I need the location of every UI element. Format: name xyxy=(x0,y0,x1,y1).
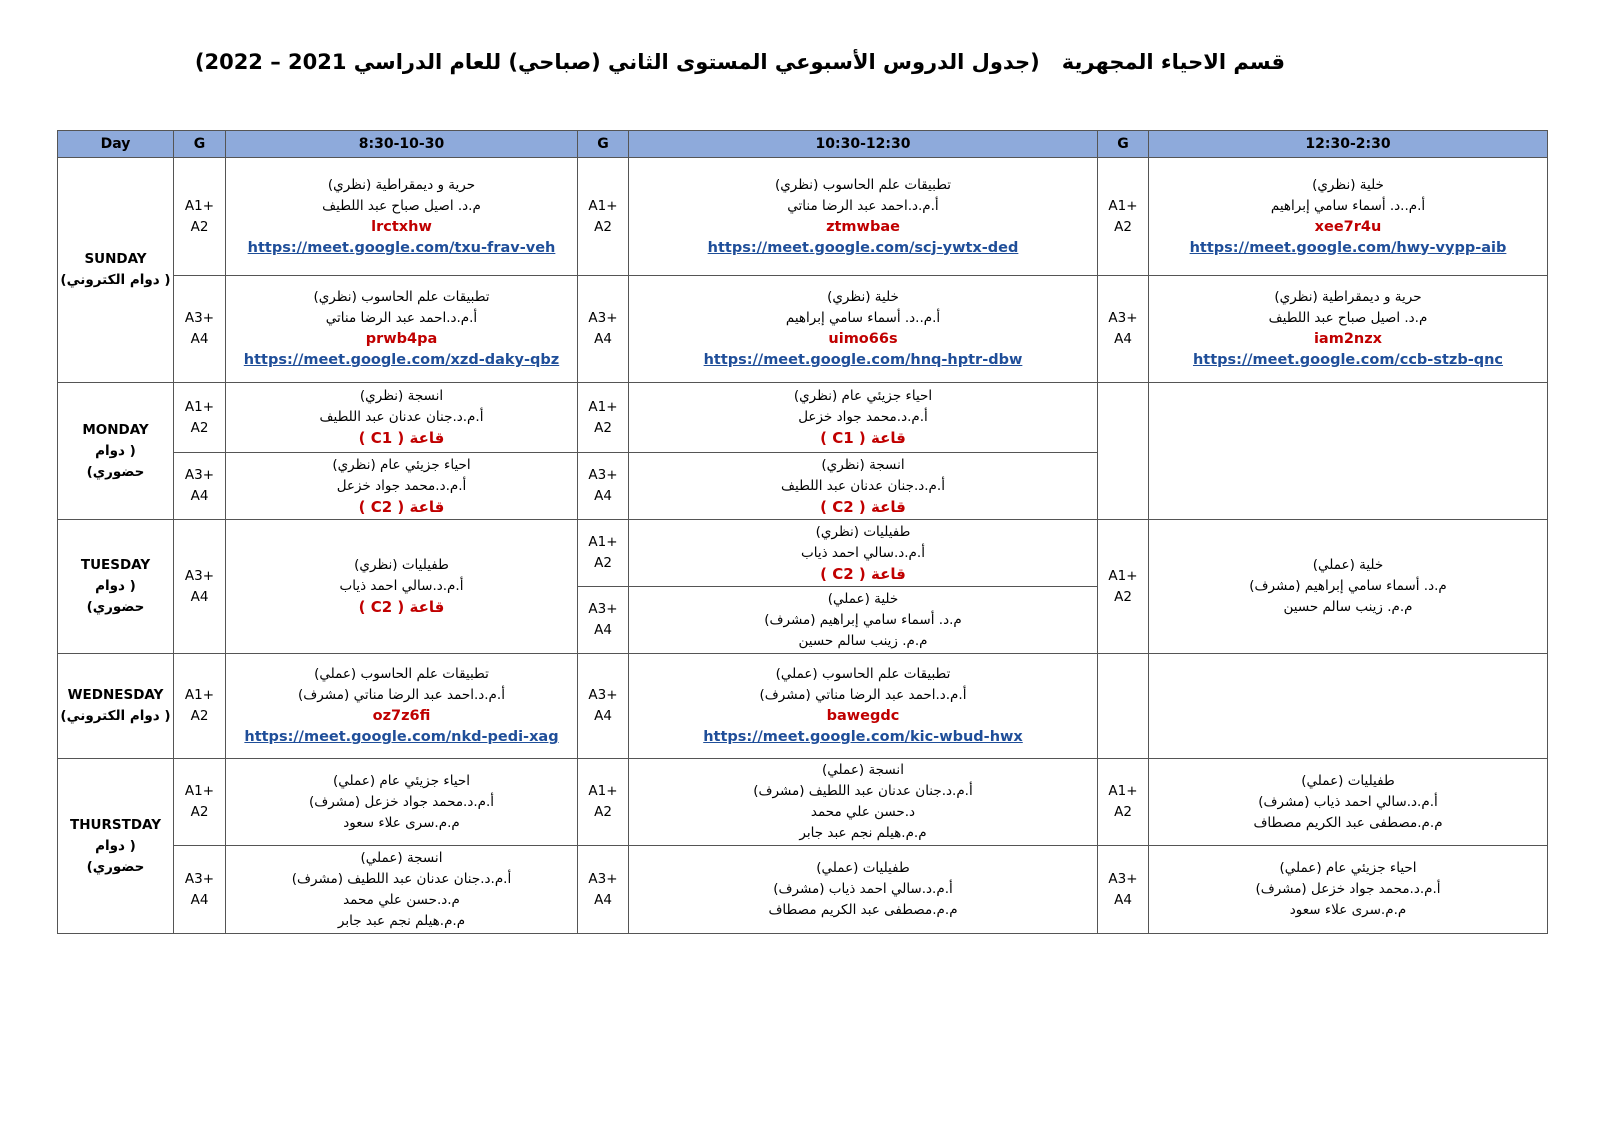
meet-link[interactable]: https://meet.google.com/kic-wbud-hwx xyxy=(703,729,1023,745)
lesson-subject: انسجة (نظري) xyxy=(359,388,444,404)
meet-link[interactable]: https://meet.google.com/hnq-hptr-dbw xyxy=(703,352,1023,368)
lesson-cell xyxy=(1149,158,1548,276)
group-cell: A3+ A4 xyxy=(174,520,226,654)
lesson-teacher: أ.م..د. أسماء سامي إبراهيم xyxy=(1270,197,1426,214)
meet-link[interactable]: https://meet.google.com/hwy-vypp-aib xyxy=(1189,239,1507,256)
lesson-teacher: أ.م.د.محمد جواد خزعل (مشرف) xyxy=(308,793,495,810)
lesson-teacher: أ.م.د.جنان عدنان عبد اللطيف (مشرف) xyxy=(753,783,973,799)
lesson-teacher: أ.م.د.جنان عدنان عبد اللطيف xyxy=(781,477,945,494)
lesson-teacher: أ.م.د.جنان عدنان عبد اللطيف (مشرف) xyxy=(291,870,512,887)
lesson-cell xyxy=(629,654,1098,759)
lesson-teacher: د.حسن علي محمد xyxy=(810,804,916,820)
lesson-cell xyxy=(226,759,578,846)
meeting-code: lrctxhw xyxy=(371,218,432,235)
table-row xyxy=(58,520,1548,587)
meet-link[interactable]: https://meet.google.com/scj-ywtx-ded xyxy=(707,239,1019,256)
lesson-teacher: أ.م.د.سالي احمد ذياب (مشرف) xyxy=(1258,793,1438,810)
day-label: THURSTDAY xyxy=(70,816,161,833)
lesson-cell xyxy=(1149,276,1548,383)
meet-link[interactable]: https://meet.google.com/xzd-daky-qbz xyxy=(243,352,560,368)
lesson-subject: خلية (نظري) xyxy=(1312,176,1384,193)
lesson-teacher: أ.م.د.احمد عبد الرضا مناتي xyxy=(787,197,939,214)
lesson-teacher: م.د.حسن علي محمد xyxy=(343,891,460,908)
day-wednesday xyxy=(58,654,174,759)
lesson-subject: احياء جزيئي عام (عملي) xyxy=(332,772,471,789)
lesson-cell xyxy=(1149,846,1548,934)
table-row xyxy=(58,276,1548,383)
lesson-teacher: م.م. زينب سالم حسين xyxy=(798,632,928,649)
day-mode: حضوري) xyxy=(86,858,145,875)
group-cell: A1+ A2 xyxy=(578,759,629,846)
lesson-teacher: م.م.مصطفى عبد الكريم مصطاف xyxy=(1253,814,1443,831)
group-cell: A1+ A2 xyxy=(1098,759,1149,846)
lesson-teacher: م.د. اصيل صباح عبد اللطيف xyxy=(1268,310,1428,326)
table-row xyxy=(58,383,1548,453)
lesson-cell xyxy=(629,383,1098,453)
meeting-code: xee7r4u xyxy=(1314,218,1382,235)
lesson-cell xyxy=(1149,520,1548,654)
day-mode: ( دوام الكتروني) xyxy=(60,708,171,724)
lesson-teacher: م.د. اصيل صباح عبد اللطيف xyxy=(322,197,481,214)
lesson-cell xyxy=(629,520,1098,587)
lesson-teacher: م.م.سرى علاء سعود xyxy=(343,814,460,831)
lesson-subject: طفيليات (عملي) xyxy=(1301,772,1395,789)
group-cell: A3+ A4 xyxy=(578,276,629,383)
meeting-code: bawegdc xyxy=(826,708,900,724)
group-cell: A3+ A4 xyxy=(174,846,226,934)
lesson-subject: انسجة (نظري) xyxy=(821,456,905,473)
lesson-room: قاعة ( C1 ) xyxy=(358,429,445,447)
header-day: Day xyxy=(58,131,174,158)
lesson-room: قاعة ( C2 ) xyxy=(820,497,906,516)
lesson-cell xyxy=(629,846,1098,934)
lesson-subject: طفيليات (عملي) xyxy=(816,860,910,876)
lesson-teacher: م.م.مصطفى عبد الكريم مصطاف xyxy=(768,902,958,918)
meet-link[interactable]: https://meet.google.com/txu-frav-veh xyxy=(247,239,556,256)
lesson-cell xyxy=(226,383,578,453)
group-cell: A1+ A2 xyxy=(578,520,629,587)
group-cell: A1+ A2 xyxy=(578,158,629,276)
lesson-cell-empty xyxy=(1149,654,1548,759)
lesson-subject: انسجة (عملي) xyxy=(822,762,904,778)
header-slot-3: 12:30-2:30 xyxy=(1149,131,1548,158)
schedule-table xyxy=(57,130,1548,934)
day-label: WEDNESDAY xyxy=(67,687,164,703)
lesson-subject: تطبيقات علم الحاسوب (نظري) xyxy=(313,289,490,305)
lesson-teacher: أ.م.د.سالي احمد ذياب (مشرف) xyxy=(773,881,953,897)
lesson-teacher: م.م.سرى علاء سعود xyxy=(1289,902,1407,918)
lesson-teacher: أ.م.د.احمد عبد الرضا مناتي xyxy=(325,310,478,326)
lesson-cell xyxy=(226,453,578,520)
meeting-code: prwb4pa xyxy=(365,331,438,347)
group-cell: A3+ A4 xyxy=(174,453,226,520)
header-group: G xyxy=(578,131,629,158)
schedule-title: (جدول الدروس الأسبوعي المستوى الثاني (صباحي) للعام الدراسي 2021 – 2022) xyxy=(194,50,1040,74)
day-mode: حضوري) xyxy=(86,599,145,615)
lesson-teacher: أ.م.د.محمد جواد خزعل xyxy=(336,477,467,494)
group-cell: A1+ A2 xyxy=(174,383,226,453)
day-label: SUNDAY xyxy=(84,251,147,267)
header-row xyxy=(58,131,1548,158)
day-monday xyxy=(58,383,174,520)
lesson-subject: حرية و ديمقراطية (نظري) xyxy=(1274,289,1422,305)
lesson-teacher: أ.م.د.سالي احمد ذياب xyxy=(339,578,464,594)
lesson-teacher: أ.م.د.جنان عدنان عبد اللطيف xyxy=(319,409,484,425)
lesson-subject: طفيليات (نظري) xyxy=(354,557,449,573)
lesson-subject: خلية (عملي) xyxy=(827,590,899,607)
group-cell: A3+ A4 xyxy=(174,276,226,383)
page-title xyxy=(194,50,1285,74)
table-row xyxy=(58,158,1548,276)
lesson-cell xyxy=(226,846,578,934)
lesson-cell xyxy=(226,654,578,759)
day-sunday xyxy=(58,158,174,383)
lesson-teacher: أ.م.د.سالي احمد ذياب xyxy=(801,544,925,561)
lesson-subject: تطبيقات علم الحاسوب (عملي) xyxy=(775,666,951,682)
meeting-code: uimo66s xyxy=(828,331,898,347)
meet-link[interactable]: https://meet.google.com/ccb-stzb-qnc xyxy=(1192,352,1504,368)
group-cell: A1+ A2 xyxy=(174,759,226,846)
lesson-teacher: أ.م.د.محمد جواد خزعل (مشرف) xyxy=(1255,881,1441,897)
group-cell: A1+ A2 xyxy=(1098,520,1149,654)
group-cell: A3+ A4 xyxy=(578,654,629,759)
lesson-room: قاعة ( C2 ) xyxy=(358,497,445,516)
lesson-teacher: م.م.هيلم نجم عبد جابر xyxy=(337,912,466,929)
group-cell: A1+ A2 xyxy=(174,654,226,759)
meeting-code: iam2nzx xyxy=(1313,331,1383,347)
day-mode: ( دوام xyxy=(95,442,136,459)
lesson-subject: خلية (عملي) xyxy=(1312,557,1384,573)
group-cell: A1+ A2 xyxy=(578,383,629,453)
group-cell-empty xyxy=(1098,654,1149,759)
lesson-subject: احياء جزيئي عام (نظري) xyxy=(332,456,471,473)
lesson-subject: طفيليات (نظري) xyxy=(815,523,911,540)
lesson-cell xyxy=(1149,759,1548,846)
lesson-teacher: م.م.هيلم نجم عبد جابر xyxy=(799,825,927,841)
lesson-subject: خلية (نظري) xyxy=(827,289,899,305)
lesson-subject: انسجة (عملي) xyxy=(360,849,443,866)
lesson-cell xyxy=(629,276,1098,383)
lesson-teacher: م.د. أسماء سامي إبراهيم (مشرف) xyxy=(1249,578,1447,594)
lesson-cell xyxy=(629,587,1098,654)
lesson-teacher: م.م. زينب سالم حسين xyxy=(1283,599,1413,615)
group-cell: A3+ A4 xyxy=(578,453,629,520)
lesson-teacher: أ.م.د.احمد عبد الرضا مناتي (مشرف) xyxy=(298,687,505,703)
day-tuesday xyxy=(58,520,174,654)
day-mode: ( دوام xyxy=(95,837,136,854)
group-cell: A3+ A4 xyxy=(578,846,629,934)
table-row xyxy=(58,846,1548,934)
group-cell: A3+ A4 xyxy=(578,587,629,654)
day-mode: ( دوام الكتروني) xyxy=(60,272,171,288)
lesson-cell xyxy=(226,158,578,276)
lesson-room: قاعة ( C1 ) xyxy=(820,429,906,447)
lesson-room: قاعة ( C2 ) xyxy=(358,598,445,616)
lesson-cell xyxy=(226,520,578,654)
day-label: MONDAY xyxy=(82,421,149,438)
lesson-subject: حرية و ديمقراطية (نظري) xyxy=(327,176,476,193)
department-title: قسم الاحياء المجهرية xyxy=(1061,50,1285,74)
meeting-code: ztmwbae xyxy=(826,218,900,235)
meeting-code: oz7z6fi xyxy=(372,708,431,724)
lesson-subject: احياء جزيئي عام (عملي) xyxy=(1279,860,1417,876)
lesson-teacher: أ.م.د.محمد جواد خزعل xyxy=(798,409,928,425)
group-cell: A3+ A4 xyxy=(1098,846,1149,934)
group-cell: A3+ A4 xyxy=(1098,276,1149,383)
lesson-subject: احياء جزيئي عام (نظري) xyxy=(793,388,933,404)
lesson-teacher: أ.م.د.احمد عبد الرضا مناتي (مشرف) xyxy=(759,687,967,703)
header-group: G xyxy=(1098,131,1149,158)
day-thursday xyxy=(58,759,174,934)
header-slot-1: 8:30-10-30 xyxy=(226,131,578,158)
header-group: G xyxy=(174,131,226,158)
group-cell: A1+ A2 xyxy=(1098,158,1149,276)
lesson-subject: تطبيقات علم الحاسوب (عملي) xyxy=(314,666,489,682)
table-row xyxy=(58,654,1548,759)
lesson-teacher: م.د. أسماء سامي إبراهيم (مشرف) xyxy=(764,611,962,628)
group-cell: A1+ A2 xyxy=(174,158,226,276)
lesson-cell xyxy=(629,158,1098,276)
day-mode: ( دوام xyxy=(95,578,136,594)
group-cell-empty xyxy=(1098,383,1149,520)
lesson-teacher: أ.م..د. أسماء سامي إبراهيم xyxy=(785,310,941,326)
lesson-cell xyxy=(226,276,578,383)
day-mode: حضوري) xyxy=(86,463,145,480)
lesson-cell xyxy=(629,453,1098,520)
lesson-room: قاعة ( C2 ) xyxy=(820,564,906,583)
lesson-cell xyxy=(629,759,1098,846)
day-label: TUESDAY xyxy=(80,557,151,573)
header-slot-2: 10:30-12:30 xyxy=(629,131,1098,158)
lesson-subject: تطبيقات علم الحاسوب (نظري) xyxy=(774,176,952,193)
lesson-cell-empty xyxy=(1149,383,1548,520)
table-row xyxy=(58,759,1548,846)
meet-link[interactable]: https://meet.google.com/nkd-pedi-xag xyxy=(244,729,559,745)
